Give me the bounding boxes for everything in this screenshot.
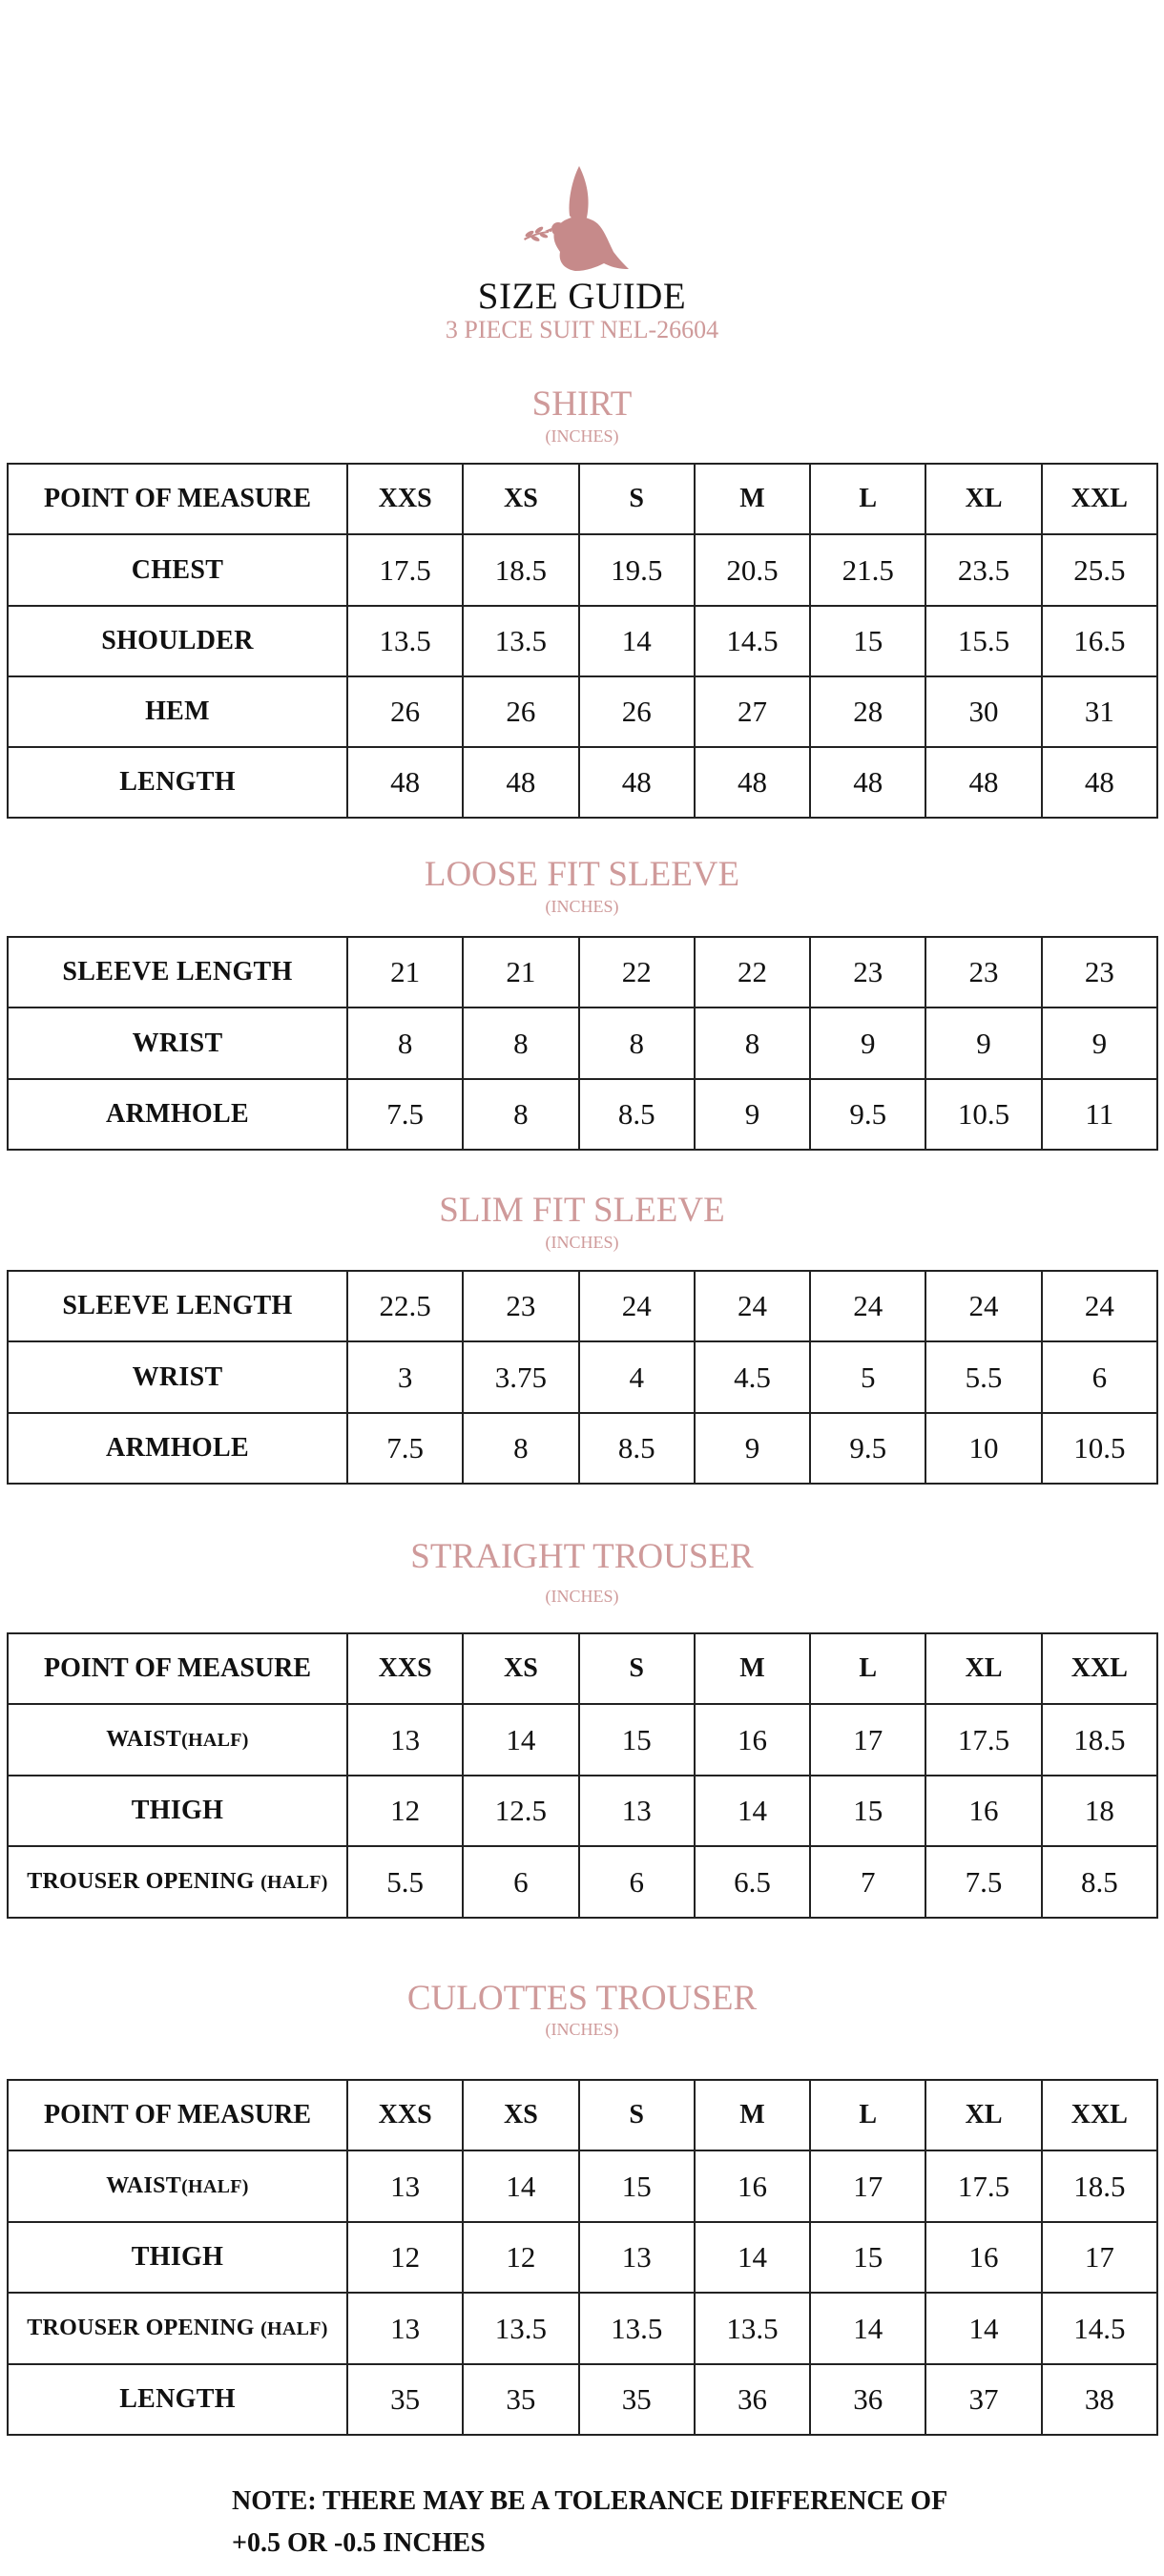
header-size-cell: S	[579, 1633, 695, 1704]
size-value-cell: 13	[579, 2222, 695, 2293]
header-size-cell: L	[810, 2080, 925, 2150]
size-value-cell: 48	[579, 747, 695, 818]
size-value-cell: 27	[695, 676, 810, 747]
header-size-cell: M	[695, 2080, 810, 2150]
size-value-cell: 14.5	[1042, 2293, 1157, 2364]
size-value-cell: 15	[810, 606, 925, 676]
size-value-cell: 22.5	[347, 1271, 463, 1341]
size-value-cell: 6	[579, 1846, 695, 1918]
section-unit: (INCHES)	[545, 426, 619, 446]
header-measure-cell: POINT OF MEASURE	[8, 464, 347, 534]
size-value-cell: 15	[810, 2222, 925, 2293]
size-value-cell: 18.5	[1042, 2150, 1157, 2222]
measure-label: LENGTH	[8, 2364, 347, 2435]
size-value-cell: 23.5	[925, 534, 1041, 606]
table-row	[8, 1704, 1157, 1776]
size-value-cell: 26	[579, 676, 695, 747]
table-header-row	[8, 464, 1157, 534]
size-value-cell: 13	[579, 1776, 695, 1846]
size-value-cell: 8	[463, 1413, 578, 1484]
size-value-cell: 25.5	[1042, 534, 1157, 606]
size-table	[7, 2079, 1158, 2436]
size-value-cell: 16	[925, 2222, 1041, 2293]
measure-label: ARMHOLE	[8, 1413, 347, 1484]
table-row	[8, 1776, 1157, 1846]
size-value-cell: 16	[925, 1776, 1041, 1846]
table-row	[8, 534, 1157, 606]
size-value-cell: 22	[695, 937, 810, 1008]
size-value-cell: 3.75	[463, 1341, 578, 1413]
size-value-cell: 16.5	[1042, 606, 1157, 676]
size-value-cell: 23	[1042, 937, 1157, 1008]
table-row	[8, 2222, 1157, 2293]
size-value-cell: 14	[810, 2293, 925, 2364]
size-value-cell: 24	[1042, 1271, 1157, 1341]
size-value-cell: 9	[925, 1008, 1041, 1079]
size-value-cell: 24	[695, 1271, 810, 1341]
size-value-cell: 8.5	[579, 1413, 695, 1484]
header-size-cell: XL	[925, 2080, 1041, 2150]
size-value-cell: 14	[463, 2150, 578, 2222]
header-size-cell: L	[810, 464, 925, 534]
table-row	[8, 1079, 1157, 1150]
size-value-cell: 24	[925, 1271, 1041, 1341]
size-value-cell: 4	[579, 1341, 695, 1413]
size-value-cell: 8.5	[1042, 1846, 1157, 1918]
size-value-cell: 8	[463, 1079, 578, 1150]
size-value-cell: 3	[347, 1341, 463, 1413]
size-value-cell: 14	[695, 1776, 810, 1846]
size-value-cell: 21.5	[810, 534, 925, 606]
table-row	[8, 2150, 1157, 2222]
size-value-cell: 23	[463, 1271, 578, 1341]
size-value-cell: 14.5	[695, 606, 810, 676]
size-value-cell: 7.5	[347, 1079, 463, 1150]
header-measure-cell: POINT OF MEASURE	[8, 2080, 347, 2150]
table-row	[8, 1008, 1157, 1079]
size-value-cell: 9.5	[810, 1079, 925, 1150]
size-value-cell: 19.5	[579, 534, 695, 606]
measure-label: WRIST	[8, 1341, 347, 1413]
size-value-cell: 26	[347, 676, 463, 747]
size-value-cell: 5.5	[925, 1341, 1041, 1413]
header-size-cell: XXL	[1042, 1633, 1157, 1704]
size-value-cell: 28	[810, 676, 925, 747]
size-value-cell: 12.5	[463, 1776, 578, 1846]
size-value-cell: 16	[695, 2150, 810, 2222]
measure-label: TROUSER OPENING (HALF)	[8, 2293, 347, 2364]
size-value-cell: 37	[925, 2364, 1041, 2435]
size-value-cell: 15.5	[925, 606, 1041, 676]
size-value-cell: 15	[579, 2150, 695, 2222]
size-value-cell: 48	[925, 747, 1041, 818]
table-row	[8, 2364, 1157, 2435]
size-value-cell: 35	[579, 2364, 695, 2435]
size-value-cell: 11	[1042, 1079, 1157, 1150]
size-value-cell: 10.5	[1042, 1413, 1157, 1484]
table-header-row	[8, 2080, 1157, 2150]
size-value-cell: 5.5	[347, 1846, 463, 1918]
header-measure-cell: POINT OF MEASURE	[8, 1633, 347, 1704]
size-value-cell: 6	[463, 1846, 578, 1918]
size-value-cell: 24	[579, 1271, 695, 1341]
measure-label: ARMHOLE	[8, 1079, 347, 1150]
measure-label: THIGH	[8, 1776, 347, 1846]
size-value-cell: 18	[1042, 1776, 1157, 1846]
size-value-cell: 13.5	[695, 2293, 810, 2364]
section-unit: (INCHES)	[545, 897, 619, 916]
size-value-cell: 20.5	[695, 534, 810, 606]
size-value-cell: 14	[695, 2222, 810, 2293]
size-value-cell: 14	[579, 606, 695, 676]
header-size-cell: XS	[463, 1633, 578, 1704]
size-value-cell: 13.5	[347, 606, 463, 676]
header-size-cell: XS	[463, 464, 578, 534]
header-size-cell: S	[579, 464, 695, 534]
size-value-cell: 35	[347, 2364, 463, 2435]
table-row	[8, 1846, 1157, 1918]
size-value-cell: 36	[810, 2364, 925, 2435]
size-table	[7, 1632, 1158, 1919]
header-size-cell: XXL	[1042, 2080, 1157, 2150]
table-row	[8, 2293, 1157, 2364]
size-value-cell: 48	[1042, 747, 1157, 818]
note-line-2: +0.5 OR -0.5 INCHES	[232, 2528, 486, 2558]
section-title: CULOTTES TROUSER	[406, 1979, 758, 2018]
measure-label: SHOULDER	[8, 606, 347, 676]
size-value-cell: 7.5	[347, 1413, 463, 1484]
header-size-cell: S	[579, 2080, 695, 2150]
measure-label: THIGH	[8, 2222, 347, 2293]
header-size-cell: XL	[925, 1633, 1041, 1704]
size-value-cell: 17.5	[347, 534, 463, 606]
header-size-cell: XXS	[347, 464, 463, 534]
size-value-cell: 14	[925, 2293, 1041, 2364]
size-value-cell: 21	[347, 937, 463, 1008]
size-value-cell: 9	[810, 1008, 925, 1079]
size-value-cell: 26	[463, 676, 578, 747]
header-size-cell: XXL	[1042, 464, 1157, 534]
size-value-cell: 10.5	[925, 1079, 1041, 1150]
section-title: STRAIGHT TROUSER	[410, 1537, 754, 1576]
header-size-cell: L	[810, 1633, 925, 1704]
size-value-cell: 8	[695, 1008, 810, 1079]
size-value-cell: 38	[1042, 2364, 1157, 2435]
size-value-cell: 15	[579, 1704, 695, 1776]
size-value-cell: 17	[810, 2150, 925, 2222]
header-size-cell: XXS	[347, 2080, 463, 2150]
size-value-cell: 23	[925, 937, 1041, 1008]
size-value-cell: 21	[463, 937, 578, 1008]
size-value-cell: 30	[925, 676, 1041, 747]
size-value-cell: 13	[347, 2150, 463, 2222]
table-row	[8, 747, 1157, 818]
size-table	[7, 936, 1158, 1151]
size-value-cell: 17.5	[925, 2150, 1041, 2222]
size-value-cell: 13	[347, 2293, 463, 2364]
size-value-cell: 6.5	[695, 1846, 810, 1918]
size-value-cell: 9.5	[810, 1413, 925, 1484]
table-row	[8, 676, 1157, 747]
measure-label: WAIST(HALF)	[8, 1704, 347, 1776]
size-value-cell: 13	[347, 1704, 463, 1776]
size-table	[7, 1270, 1158, 1485]
header-size-cell: M	[695, 1633, 810, 1704]
section-unit: (INCHES)	[545, 2020, 619, 2039]
size-value-cell: 48	[810, 747, 925, 818]
size-value-cell: 35	[463, 2364, 578, 2435]
size-value-cell: 8	[579, 1008, 695, 1079]
size-value-cell: 15	[810, 1776, 925, 1846]
size-value-cell: 9	[695, 1079, 810, 1150]
table-row	[8, 1413, 1157, 1484]
table-row	[8, 1341, 1157, 1413]
size-value-cell: 13.5	[463, 2293, 578, 2364]
size-value-cell: 9	[1042, 1008, 1157, 1079]
header-size-cell: M	[695, 464, 810, 534]
size-value-cell: 7.5	[925, 1846, 1041, 1918]
size-value-cell: 48	[695, 747, 810, 818]
header-size-cell: XXS	[347, 1633, 463, 1704]
section-unit: (INCHES)	[545, 1587, 619, 1606]
size-value-cell: 16	[695, 1704, 810, 1776]
header-size-cell: XS	[463, 2080, 578, 2150]
tolerance-note	[232, 2481, 1052, 2565]
size-value-cell: 8.5	[579, 1079, 695, 1150]
size-value-cell: 17	[1042, 2222, 1157, 2293]
size-value-cell: 48	[347, 747, 463, 818]
page-title: SIZE GUIDE	[477, 276, 687, 317]
size-value-cell: 10	[925, 1413, 1041, 1484]
table-row	[8, 606, 1157, 676]
size-value-cell: 6	[1042, 1341, 1157, 1413]
size-value-cell: 31	[1042, 676, 1157, 747]
size-value-cell: 17	[810, 1704, 925, 1776]
measure-label: TROUSER OPENING (HALF)	[8, 1846, 347, 1918]
size-value-cell: 12	[347, 1776, 463, 1846]
size-value-cell: 18.5	[463, 534, 578, 606]
table-row	[8, 1271, 1157, 1341]
size-value-cell: 18.5	[1042, 1704, 1157, 1776]
measure-label: LENGTH	[8, 747, 347, 818]
dove-olive-branch-icon	[520, 160, 634, 280]
measure-label: HEM	[8, 676, 347, 747]
section-title: LOOSE FIT SLEEVE	[424, 855, 740, 894]
size-table	[7, 463, 1158, 819]
size-value-cell: 9	[695, 1413, 810, 1484]
table-header-row	[8, 1633, 1157, 1704]
size-value-cell: 5	[810, 1341, 925, 1413]
size-value-cell: 36	[695, 2364, 810, 2435]
size-value-cell: 14	[463, 1704, 578, 1776]
size-value-cell: 4.5	[695, 1341, 810, 1413]
size-value-cell: 24	[810, 1271, 925, 1341]
size-value-cell: 7	[810, 1846, 925, 1918]
measure-label: WAIST(HALF)	[8, 2150, 347, 2222]
size-value-cell: 22	[579, 937, 695, 1008]
measure-label: CHEST	[8, 534, 347, 606]
note-line-1: NOTE: THERE MAY BE A TOLERANCE DIFFERENCE OF	[232, 2486, 948, 2516]
size-value-cell: 13.5	[579, 2293, 695, 2364]
section-unit: (INCHES)	[545, 1233, 619, 1252]
measure-label: WRIST	[8, 1008, 347, 1079]
section-title: SHIRT	[531, 384, 633, 424]
size-value-cell: 8	[347, 1008, 463, 1079]
product-subtitle: 3 PIECE SUIT NEL-26604	[445, 316, 719, 343]
size-value-cell: 13.5	[463, 606, 578, 676]
size-value-cell: 12	[347, 2222, 463, 2293]
section-title: SLIM FIT SLEEVE	[439, 1191, 725, 1230]
measure-label: SLEEVE LENGTH	[8, 1271, 347, 1341]
size-value-cell: 48	[463, 747, 578, 818]
size-value-cell: 8	[463, 1008, 578, 1079]
size-value-cell: 23	[810, 937, 925, 1008]
measure-label: SLEEVE LENGTH	[8, 937, 347, 1008]
header-size-cell: XL	[925, 464, 1041, 534]
size-value-cell: 12	[463, 2222, 578, 2293]
table-row	[8, 937, 1157, 1008]
size-value-cell: 17.5	[925, 1704, 1041, 1776]
